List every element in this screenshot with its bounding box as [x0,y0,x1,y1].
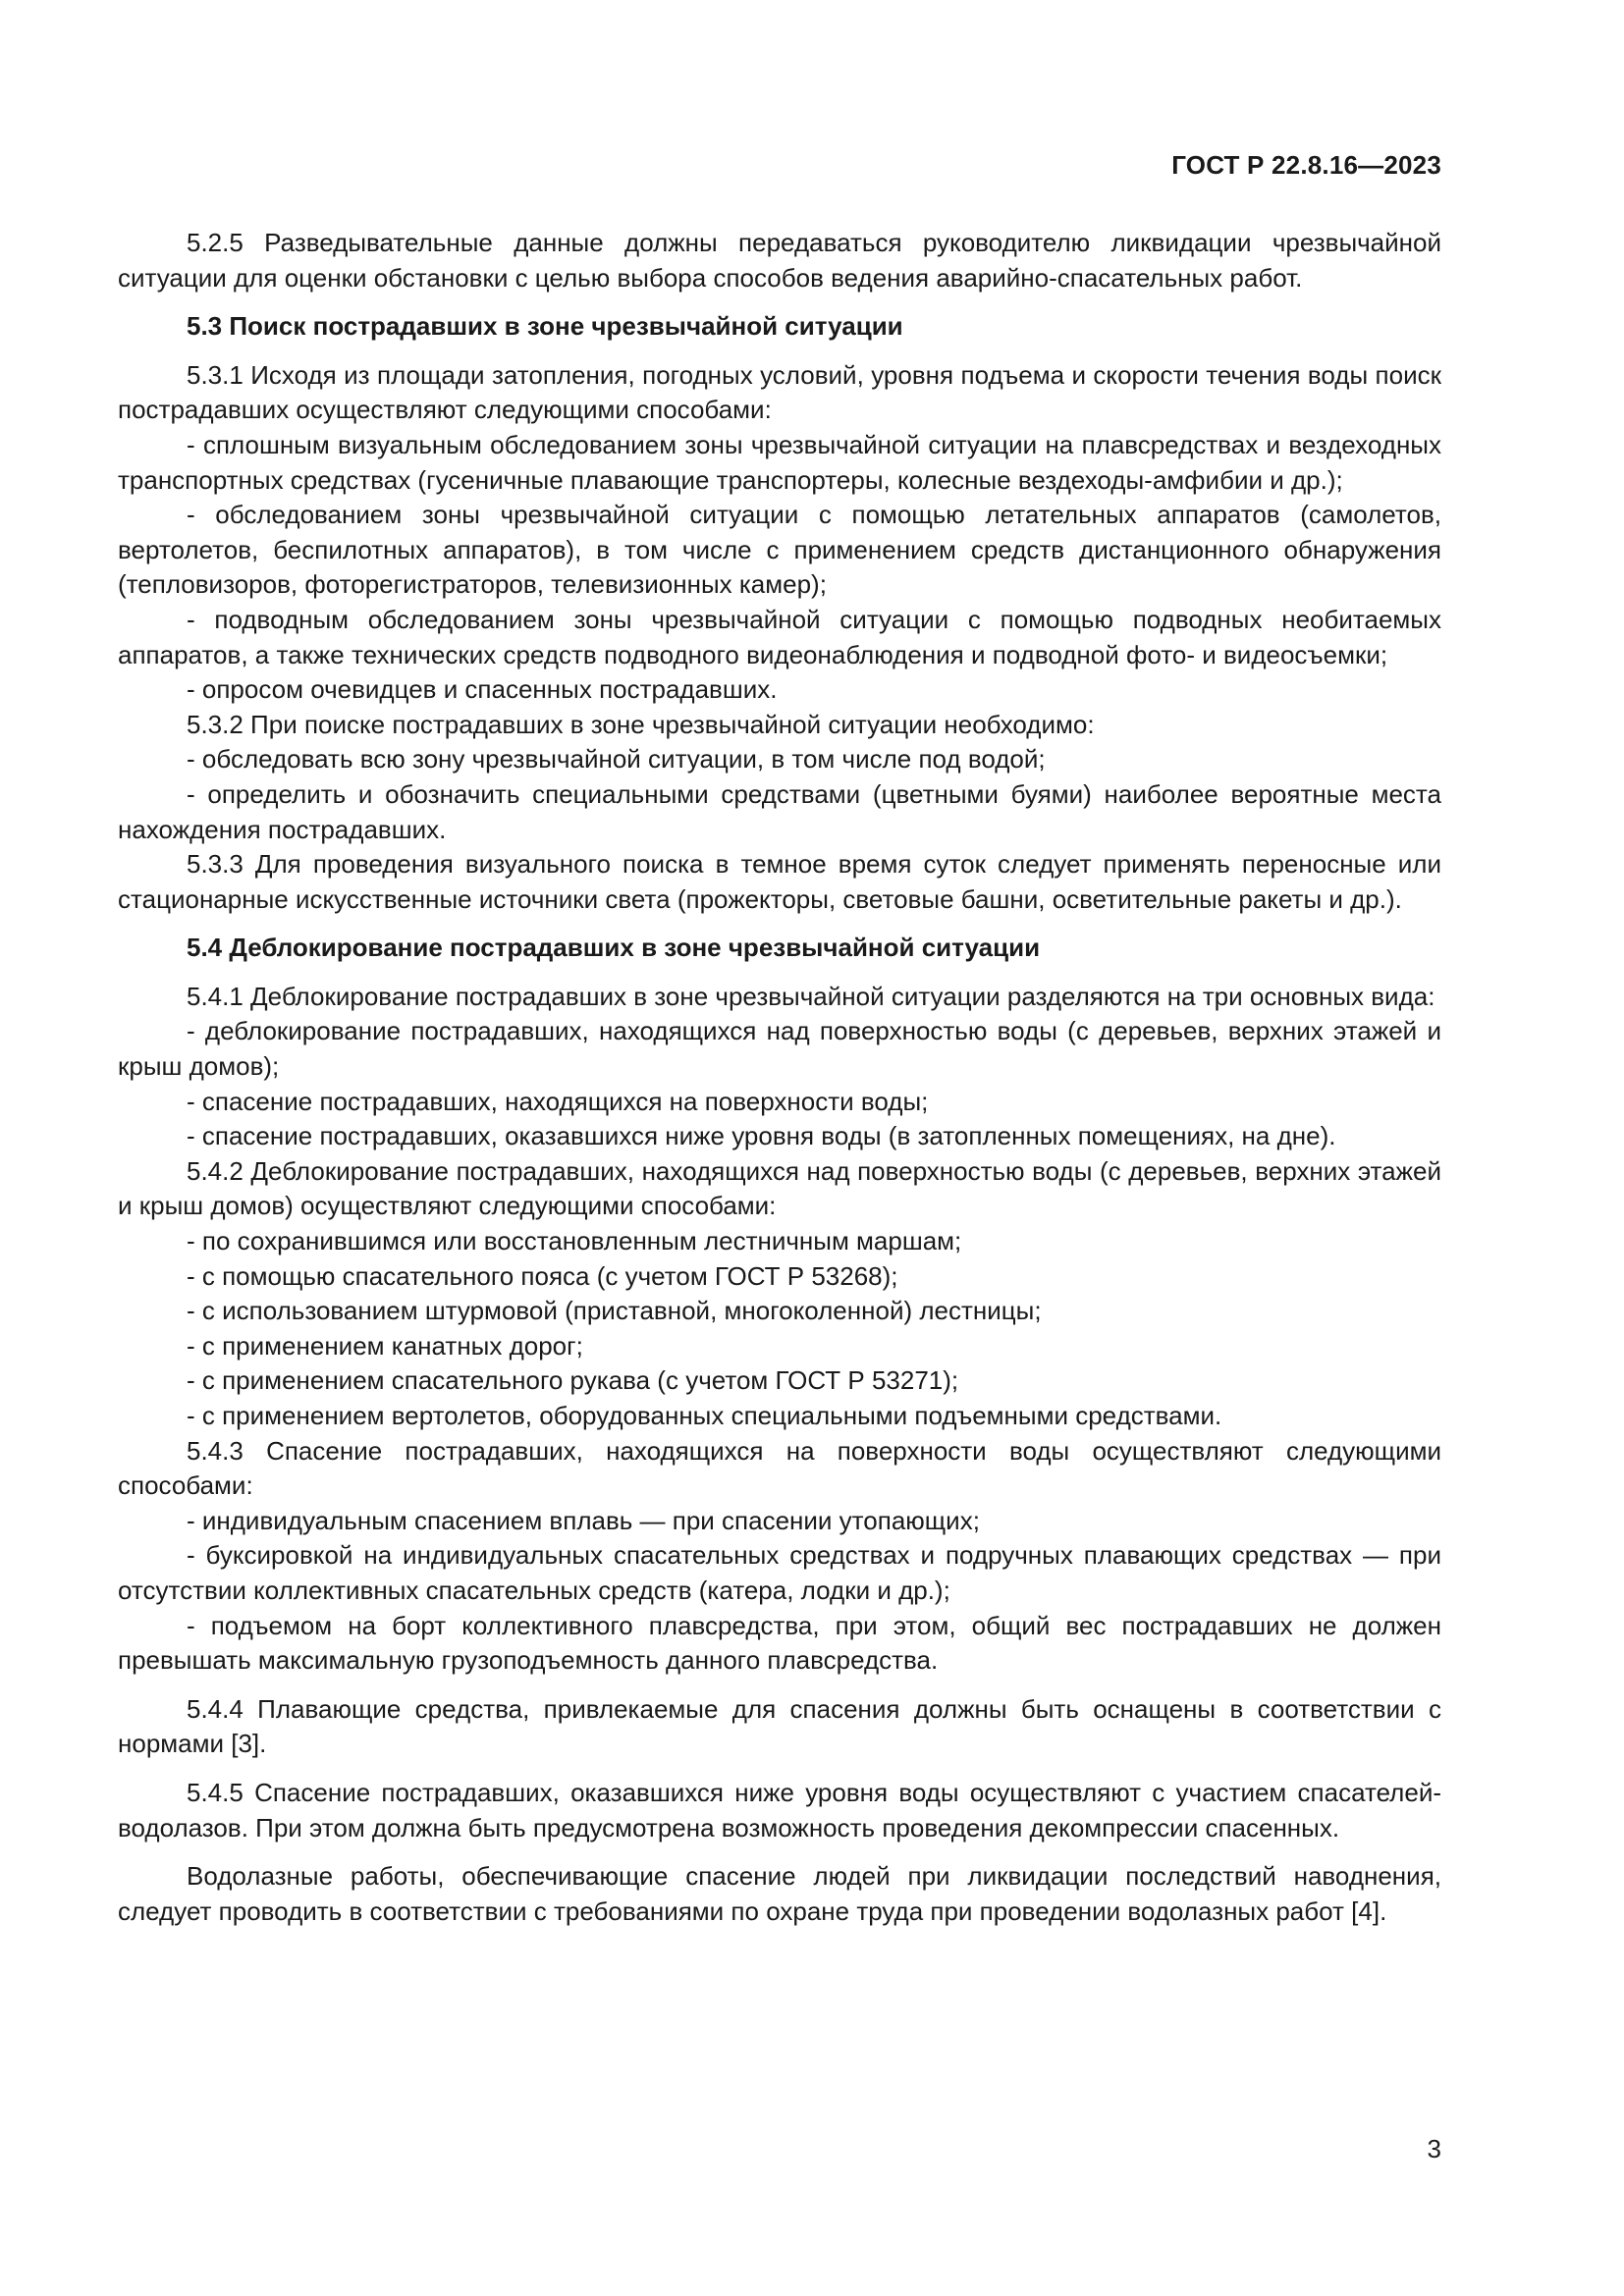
document-code: ГОСТ Р 22.8.16—2023 [1171,150,1441,180]
paragraph-5-3-2: 5.3.2 При поиске пострадавших в зоне чрезвычайной ситуации необходимо: [187,709,1095,739]
list-item: - деблокирование пострадавших, находящихся над поверхностью воды (с деревьев, верхних этажей и крыш домов); [118,1016,1441,1082]
list-item: - с применением канатных дорог; [187,1330,583,1361]
paragraph-5-3-1: 5.3.1 Исходя из площади затопления, погодных условий, уровня подъема и скорости течения воды поиск пострадавших осуществляют следующими способами: [118,359,1441,425]
paragraph-5-4-1: 5.4.1 Деблокирование пострадавших в зоне чрезвычайной ситуации разделяются на три основных вида: [187,981,1435,1011]
list-item: - по сохранившимся или восстановленным лестничным маршам; [187,1226,962,1256]
paragraph-5-2-5: 5.2.5 Разведывательные данные должны передаваться руководителю ликвидации чрезвычайной ситуации для оценки обстановки с целью выбора способов ведения аварийно-спасательных работ. [118,228,1441,293]
document-body [118,226,1441,1929]
list-item: - с применением вертолетов, оборудованных специальными подъемными средствами. [187,1401,1222,1430]
page-number: 3 [1427,2134,1441,2163]
section-heading-5-3: 5.3 Поиск пострадавших в зоне чрезвычайной ситуации [187,311,903,342]
paragraph-5-4-4: 5.4.4 Плавающие средства, привлекаемые для спасения должны быть оснащены в соответствии с нормами [3]. [118,1693,1441,1759]
paragraph-5-4-2: 5.4.2 Деблокирование пострадавших, находящихся над поверхностью воды (с деревьев, верхних этажей и крыш домов) осуществляют следующими способами: [118,1155,1441,1221]
paragraph-5-4-5: 5.4.5 Спасение пострадавших, оказавшихся ниже уровня воды осуществляют с участием спасателей-водолазов. При этом должна быть предусмотрена возможность проведения декомпрессии спасенных. [118,1777,1441,1842]
list-item: - с применением спасательного рукава (с учетом ГОСТ Р 53271); [187,1365,959,1396]
paragraph-5-4-3: 5.4.3 Спасение пострадавших, находящихся на поверхности воды осуществляют следующими способами: [118,1435,1441,1501]
list-item: - спасение пострадавших, находящихся на поверхности воды; [187,1086,929,1116]
list-item: - сплошным визуальным обследованием зоны чрезвычайной ситуации на плавсредствах и вездеходных транспортных средствах (гусеничные плавающие транспортеры, колесные вездеходы-амфибии и др.); [118,429,1441,495]
list-item: - обследованием зоны чрезвычайной ситуации с помощью летательных аппаратов (самолетов, вертолетов, беспилотных аппаратов), в том числе с применением средств дистанционного обнаружения (тепловизоров, фоторегистраторов, телевизионных камер); [118,500,1441,600]
list-item: - обследовать всю зону чрезвычайной ситуации, в том числе под водой; [187,744,1046,774]
paragraph-diving-works: Водолазные работы, обеспечивающие спасение людей при ликвидации последствий наводнения, следует проводить в соответствии с требованиями по охране труда при проведении водолазных работ [4]. [118,1861,1441,1926]
list-item: - буксировкой на индивидуальных спасательных средствах и подручных плавающих средствах — при отсутствии коллективных спасательных средств (катера, лодки и др.); [118,1540,1441,1605]
list-item: - подводным обследованием зоны чрезвычайной ситуации с помощью подводных необитаемых аппаратов, а также технических средств подводного видеонаблюдения и подводной фото- и видеосъемки; [118,604,1441,669]
list-item: - определить и обозначить специальными средствами (цветными буями) наиболее вероятные места нахождения пострадавших. [118,778,1441,844]
list-item: - с помощью спасательного пояса (с учетом ГОСТ Р 53268); [187,1260,898,1291]
list-item: - опросом очевидцев и спасенных пострадавших. [187,674,778,705]
list-item: - индивидуальным спасением вплавь — при спасении утопающих; [187,1505,980,1535]
paragraph-5-3-3: 5.3.3 Для проведения визуального поиска в темное время суток следует применять переносные или стационарные искусственные источники света (прожекторы, световые башни, осветительные ракеты и др.). [118,849,1441,914]
list-item: - с использованием штурмовой (приставной, многоколенной) лестницы; [187,1296,1042,1326]
list-item: - спасение пострадавших, оказавшихся ниже уровня воды (в затопленных помещениях, на дне). [187,1121,1336,1151]
section-heading-5-4: 5.4 Деблокирование пострадавших в зоне чрезвычайной ситуации [187,933,1041,963]
list-item: - подъемом на борт коллективного плавсредства, при этом, общий вес пострадавших не должен превышать максимальную грузоподъемность данного плавсредства. [118,1610,1441,1676]
